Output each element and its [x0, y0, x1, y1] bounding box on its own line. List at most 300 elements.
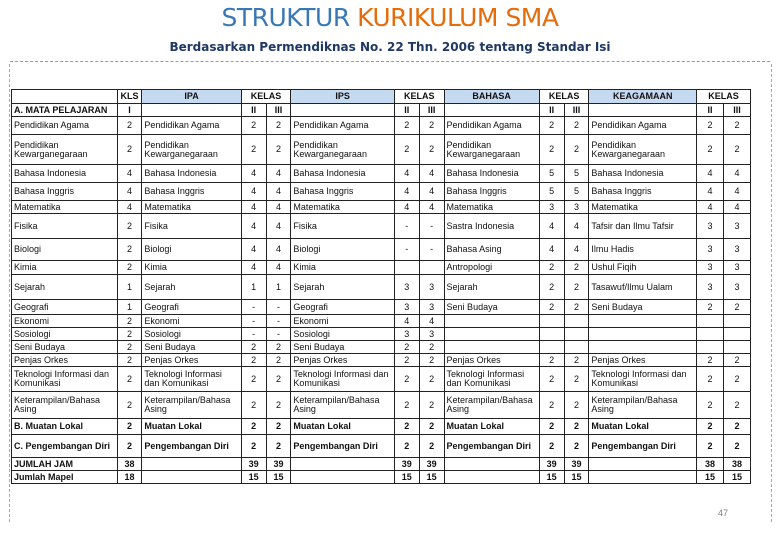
table-cell — [291, 471, 394, 484]
table-cell: 3 — [419, 300, 444, 315]
page-number: 47 — [718, 508, 729, 518]
table-cell: 3 — [697, 214, 724, 239]
table-cell: Seni Budaya — [291, 341, 394, 354]
table-cell: Matematika — [589, 201, 697, 214]
table-cell — [444, 471, 539, 484]
table-cell: 3 — [539, 201, 564, 214]
table-cell: 1 — [117, 275, 142, 300]
table-cell: 3 — [419, 275, 444, 300]
header-bhs-iii: III — [564, 104, 589, 117]
table-cell: 4 — [241, 201, 266, 214]
table-cell: Pengembangan Diri — [444, 435, 539, 458]
table-cell: 38 — [697, 458, 724, 471]
table-cell: 2 — [394, 435, 419, 458]
table-cell: 4 — [266, 165, 291, 183]
table-cell: 5 — [564, 165, 589, 183]
table-cell: Bahasa Indonesia — [291, 165, 394, 183]
table-cell — [564, 315, 589, 328]
table-cell: Pendidikan Kewarganegaraan — [589, 135, 697, 165]
table-cell: Matematika — [291, 201, 394, 214]
table-cell: - — [266, 328, 291, 341]
table-cell: Pengembangan Diri — [589, 435, 697, 458]
table-cell: 2 — [241, 135, 266, 165]
table-cell: 2 — [564, 135, 589, 165]
table-cell: 2 — [419, 435, 444, 458]
table-cell: 2 — [117, 367, 142, 392]
table-cell: - — [419, 239, 444, 261]
table-cell: Ekonomi — [291, 315, 394, 328]
table-cell — [539, 328, 564, 341]
table-cell: Seni Budaya — [444, 300, 539, 315]
table-cell: Keterampilan/Bahasa Asing — [444, 392, 539, 419]
table-cell: Bahasa Indonesia — [142, 165, 241, 183]
table-cell: 15 — [697, 471, 724, 484]
table-cell: 4 — [241, 261, 266, 275]
table-cell: - — [394, 214, 419, 239]
table-cell: 2 — [266, 367, 291, 392]
table-cell: 2 — [564, 261, 589, 275]
table-cell: 2 — [117, 135, 142, 165]
table-cell: 2 — [394, 354, 419, 367]
table-cell: 2 — [723, 392, 750, 419]
table-cell: Bahasa Inggris — [142, 183, 241, 201]
table-row — [12, 367, 751, 392]
table-cell — [723, 315, 750, 328]
table-cell: 2 — [723, 117, 750, 135]
table-cell: Sosiologi — [291, 328, 394, 341]
table-cell: 2 — [564, 354, 589, 367]
table-cell: 38 — [723, 458, 750, 471]
table-cell: Penjas Orkes — [142, 354, 241, 367]
table-cell: Keterampilan/Bahasa Asing — [142, 392, 241, 419]
table-cell: 2 — [564, 435, 589, 458]
table-cell: 2 — [723, 300, 750, 315]
table-cell: Pengembangan Diri — [291, 435, 394, 458]
header-row-1 — [12, 90, 751, 104]
table-cell: 2 — [539, 261, 564, 275]
table-cell: 2 — [539, 435, 564, 458]
table-row — [12, 214, 751, 239]
table-cell: 2 — [241, 419, 266, 435]
table-row — [12, 435, 751, 458]
header-kls: KLS — [117, 90, 142, 104]
table-cell — [444, 341, 539, 354]
table-cell: 4 — [419, 165, 444, 183]
table-cell: Muatan Lokal — [444, 419, 539, 435]
table-cell: 4 — [266, 183, 291, 201]
table-cell: 4 — [266, 201, 291, 214]
table-cell — [444, 315, 539, 328]
table-cell: 15 — [241, 471, 266, 484]
table-cell: Jumlah Mapel — [12, 471, 118, 484]
table-cell: Geografi — [291, 300, 394, 315]
table-cell: 2 — [723, 135, 750, 165]
table-cell: 2 — [394, 367, 419, 392]
table-cell: Matematika — [142, 201, 241, 214]
table-cell — [291, 458, 394, 471]
table-cell — [564, 328, 589, 341]
table-cell: 2 — [564, 117, 589, 135]
table-cell: 2 — [564, 419, 589, 435]
table-cell: 2 — [117, 261, 142, 275]
left-margin-line — [9, 64, 10, 522]
header-kelas-ipa: KELAS — [241, 90, 291, 104]
table-cell: Keterampilan/Bahasa Asing — [589, 392, 697, 419]
table-cell: 2 — [697, 117, 724, 135]
table-cell: Biologi — [12, 239, 118, 261]
header-ips-iii: III — [419, 104, 444, 117]
table-cell: Pendidikan Agama — [589, 117, 697, 135]
table-cell: 2 — [266, 354, 291, 367]
table-cell: 39 — [241, 458, 266, 471]
table-cell: 2 — [266, 341, 291, 354]
table-cell: Seni Budaya — [142, 341, 241, 354]
table-cell: 18 — [117, 471, 142, 484]
table-row — [12, 239, 751, 261]
table-cell — [589, 328, 697, 341]
table-cell — [539, 341, 564, 354]
table-cell: 2 — [419, 341, 444, 354]
table-cell: Ekonomi — [142, 315, 241, 328]
table-cell: 15 — [723, 471, 750, 484]
table-row — [12, 117, 751, 135]
table-cell: 2 — [723, 435, 750, 458]
table-cell: Teknologi Informasi dan Komunikasi — [444, 367, 539, 392]
table-cell: Sosiologi — [12, 328, 118, 341]
table-cell: Teknologi Informasi dan Komunikasi — [589, 367, 697, 392]
table-cell — [394, 261, 419, 275]
table-cell: 3 — [723, 239, 750, 261]
table-cell: 2 — [394, 117, 419, 135]
table-cell: 2 — [241, 392, 266, 419]
table-cell — [723, 341, 750, 354]
table-cell: 15 — [394, 471, 419, 484]
header-ipa-iii: III — [266, 104, 291, 117]
title-part-2: KURIKULUM SMA — [357, 3, 559, 32]
table-cell: 2 — [117, 117, 142, 135]
table-cell: 15 — [266, 471, 291, 484]
table-cell: Muatan Lokal — [589, 419, 697, 435]
table-cell: Kimia — [142, 261, 241, 275]
table-cell: 5 — [564, 183, 589, 201]
table-cell — [697, 315, 724, 328]
table-cell: Kimia — [291, 261, 394, 275]
table-cell: 2 — [419, 419, 444, 435]
table-cell: 4 — [564, 239, 589, 261]
table-cell: Pendidikan Kewarganegaraan — [291, 135, 394, 165]
table-cell: 15 — [539, 471, 564, 484]
page-subtitle: Berdasarkan Permendiknas No. 22 Thn. 2006 tentang Standar Isi — [169, 40, 611, 54]
header-ipa-blank — [142, 104, 241, 117]
table-cell: 2 — [394, 135, 419, 165]
table-cell: 2 — [117, 419, 142, 435]
table-cell: 4 — [266, 214, 291, 239]
table-cell: Sejarah — [142, 275, 241, 300]
table-cell: Bahasa Inggris — [291, 183, 394, 201]
table-cell: Bahasa Inggris — [12, 183, 118, 201]
table-cell: 2 — [419, 135, 444, 165]
table-cell: Seni Budaya — [12, 341, 118, 354]
table-cell: 2 — [564, 367, 589, 392]
table-cell: 2 — [539, 354, 564, 367]
table-cell: - — [241, 328, 266, 341]
table-cell: 2 — [117, 435, 142, 458]
table-cell: 2 — [539, 367, 564, 392]
title-part-1: STRUKTUR — [221, 3, 350, 32]
table-cell: Penjas Orkes — [12, 354, 118, 367]
table-cell: 5 — [539, 165, 564, 183]
table-cell: 2 — [117, 354, 142, 367]
table-cell: Fisika — [291, 214, 394, 239]
table-cell: Pendidikan Kewarganegaraan — [142, 135, 241, 165]
table-cell — [142, 458, 241, 471]
table-cell: 39 — [539, 458, 564, 471]
table-cell: 4 — [539, 239, 564, 261]
table-cell — [589, 458, 697, 471]
table-cell: 2 — [697, 367, 724, 392]
table-cell: 39 — [419, 458, 444, 471]
table-cell: 4 — [394, 183, 419, 201]
table-cell: 2 — [723, 419, 750, 435]
table-cell: Ushul Fiqih — [589, 261, 697, 275]
table-cell: Teknologi Informasi dan Komunikasi — [142, 367, 241, 392]
table-cell: 2 — [117, 341, 142, 354]
table-cell: 2 — [241, 367, 266, 392]
table-cell: 2 — [539, 419, 564, 435]
table-cell: - — [266, 315, 291, 328]
table-cell: - — [266, 300, 291, 315]
table-cell: 2 — [539, 392, 564, 419]
table-cell: 3 — [394, 328, 419, 341]
table-cell: Bahasa Indonesia — [12, 165, 118, 183]
table-cell: 4 — [723, 165, 750, 183]
table-cell: 4 — [117, 183, 142, 201]
table-cell: 2 — [697, 135, 724, 165]
table-cell: 4 — [266, 261, 291, 275]
total-subjects-row — [12, 471, 751, 484]
table-row — [12, 165, 751, 183]
table-cell: JUMLAH JAM — [12, 458, 118, 471]
table-cell: 3 — [697, 261, 724, 275]
table-cell: 2 — [117, 328, 142, 341]
header-bahasa: BAHASA — [444, 90, 539, 104]
table-cell: - — [394, 239, 419, 261]
table-cell: 2 — [266, 117, 291, 135]
table-cell: Biologi — [142, 239, 241, 261]
table-cell: 1 — [117, 300, 142, 315]
table-row — [12, 354, 751, 367]
table-cell: 4 — [394, 315, 419, 328]
table-cell: 2 — [117, 315, 142, 328]
table-cell: Teknologi Informasi dan Komunikasi — [12, 367, 118, 392]
table-cell: 15 — [564, 471, 589, 484]
table-cell: 4 — [697, 183, 724, 201]
header-kelas-ips: KELAS — [394, 90, 444, 104]
table-cell: 2 — [419, 354, 444, 367]
table-cell: 2 — [241, 341, 266, 354]
table-cell — [444, 328, 539, 341]
table-cell: Bahasa Inggris — [589, 183, 697, 201]
table-row — [12, 183, 751, 201]
table-cell: 2 — [564, 300, 589, 315]
table-cell: Penjas Orkes — [589, 354, 697, 367]
table-cell: Antropologi — [444, 261, 539, 275]
table-cell: 4 — [241, 165, 266, 183]
header-bhs-ii: II — [539, 104, 564, 117]
table-cell: 2 — [697, 419, 724, 435]
table-cell: Sastra Indonesia — [444, 214, 539, 239]
table-cell: 2 — [241, 354, 266, 367]
table-cell: 2 — [266, 392, 291, 419]
table-cell — [697, 328, 724, 341]
table-cell — [697, 341, 724, 354]
table-cell: Keterampilan/Bahasa Asing — [291, 392, 394, 419]
table-cell: - — [241, 315, 266, 328]
table-cell: 4 — [419, 183, 444, 201]
table-cell: Seni Budaya — [589, 300, 697, 315]
table-cell: 4 — [697, 201, 724, 214]
table-cell: 2 — [564, 275, 589, 300]
table-cell: 2 — [539, 135, 564, 165]
table-cell: Muatan Lokal — [142, 419, 241, 435]
table-cell: 2 — [723, 367, 750, 392]
table-cell: 2 — [697, 300, 724, 315]
table-cell: 4 — [419, 315, 444, 328]
table-cell: Bahasa Inggris — [444, 183, 539, 201]
table-row — [12, 392, 751, 419]
table-cell: 2 — [419, 367, 444, 392]
table-cell: Pendidikan Kewarganegaraan — [444, 135, 539, 165]
table-cell — [589, 471, 697, 484]
table-cell: 2 — [419, 392, 444, 419]
table-cell: Kimia — [12, 261, 118, 275]
table-cell: 2 — [241, 117, 266, 135]
header-ipa: IPA — [142, 90, 241, 104]
table-cell: Pendidikan Agama — [291, 117, 394, 135]
table-cell: Geografi — [12, 300, 118, 315]
table-cell — [419, 261, 444, 275]
table-cell: Pendidikan Agama — [142, 117, 241, 135]
table-cell: 2 — [697, 354, 724, 367]
table-cell: Geografi — [142, 300, 241, 315]
curriculum-table — [11, 89, 751, 484]
header-ips: IPS — [291, 90, 394, 104]
header-cell-blank — [12, 90, 118, 104]
table-cell — [142, 471, 241, 484]
table-cell: Fisika — [12, 214, 118, 239]
table-cell: 4 — [241, 239, 266, 261]
right-margin-line — [771, 64, 772, 522]
table-cell: 2 — [419, 117, 444, 135]
table-cell: 3 — [394, 275, 419, 300]
table-cell: 2 — [723, 354, 750, 367]
table-cell: 2 — [697, 392, 724, 419]
table-cell: Tafsir dan Ilmu Tafsir — [589, 214, 697, 239]
table-cell: Bahasa Indonesia — [589, 165, 697, 183]
header-kelas-bahasa: KELAS — [539, 90, 589, 104]
table-cell: Pendidikan Kewarganegaraan — [12, 135, 118, 165]
page-title — [0, 2, 780, 34]
table-row — [12, 315, 751, 328]
table-cell: B. Muatan Lokal — [12, 419, 118, 435]
table-cell: 2 — [266, 435, 291, 458]
table-cell: Sejarah — [291, 275, 394, 300]
table-cell: Matematika — [444, 201, 539, 214]
table-cell: 5 — [539, 183, 564, 201]
header-kea-ii: II — [697, 104, 724, 117]
table-cell — [539, 315, 564, 328]
table-cell: 2 — [564, 392, 589, 419]
table-row — [12, 135, 751, 165]
table-cell — [564, 341, 589, 354]
table-cell: 2 — [266, 135, 291, 165]
table-cell: 39 — [564, 458, 589, 471]
table-row — [12, 201, 751, 214]
table-cell: 2 — [241, 435, 266, 458]
header-ipa-ii: II — [241, 104, 266, 117]
table-row — [12, 419, 751, 435]
table-cell: 4 — [419, 201, 444, 214]
table-cell: Pendidikan Agama — [12, 117, 118, 135]
table-cell: Penjas Orkes — [291, 354, 394, 367]
table-cell: 2 — [394, 419, 419, 435]
table-cell: 1 — [266, 275, 291, 300]
header-bhs-blank — [444, 104, 539, 117]
table-cell: 4 — [723, 183, 750, 201]
table-row — [12, 300, 751, 315]
table-cell: 4 — [394, 201, 419, 214]
table-cell: 39 — [394, 458, 419, 471]
table-cell: Sejarah — [12, 275, 118, 300]
header-section-a: A. MATA PELAJARAN — [12, 104, 118, 117]
table-row — [12, 328, 751, 341]
table-cell: 2 — [539, 117, 564, 135]
table-cell: 1 — [241, 275, 266, 300]
divider — [10, 61, 770, 62]
table-cell: 3 — [564, 201, 589, 214]
table-cell: 4 — [394, 165, 419, 183]
table-cell: Ekonomi — [12, 315, 118, 328]
table-cell: Fisika — [142, 214, 241, 239]
table-row — [12, 275, 751, 300]
table-cell — [723, 328, 750, 341]
header-kelas-keagamaan: KELAS — [697, 90, 751, 104]
header-kea-iii: III — [723, 104, 750, 117]
table-cell: 2 — [266, 419, 291, 435]
table-cell: - — [419, 214, 444, 239]
table-cell: 2 — [697, 435, 724, 458]
table-cell: Matematika — [12, 201, 118, 214]
table-cell: 2 — [117, 392, 142, 419]
table-cell: 2 — [117, 239, 142, 261]
total-hours-row — [12, 458, 751, 471]
table-cell: Sejarah — [444, 275, 539, 300]
table-cell: Tasawuf/Ilmu Ualam — [589, 275, 697, 300]
table-cell: 3 — [697, 239, 724, 261]
table-cell: - — [241, 300, 266, 315]
header-keagamaan: KEAGAMAAN — [589, 90, 697, 104]
table-row — [12, 341, 751, 354]
table-cell: 38 — [117, 458, 142, 471]
table-cell: C. Pengembangan Diri — [12, 435, 118, 458]
table-cell: Pendidikan Agama — [444, 117, 539, 135]
table-cell: Ilmu Hadis — [589, 239, 697, 261]
table-cell: 2 — [117, 214, 142, 239]
table-cell: Bahasa Indonesia — [444, 165, 539, 183]
table-cell: Bahasa Asing — [444, 239, 539, 261]
header-ips-blank — [291, 104, 394, 117]
table-cell: 4 — [723, 201, 750, 214]
